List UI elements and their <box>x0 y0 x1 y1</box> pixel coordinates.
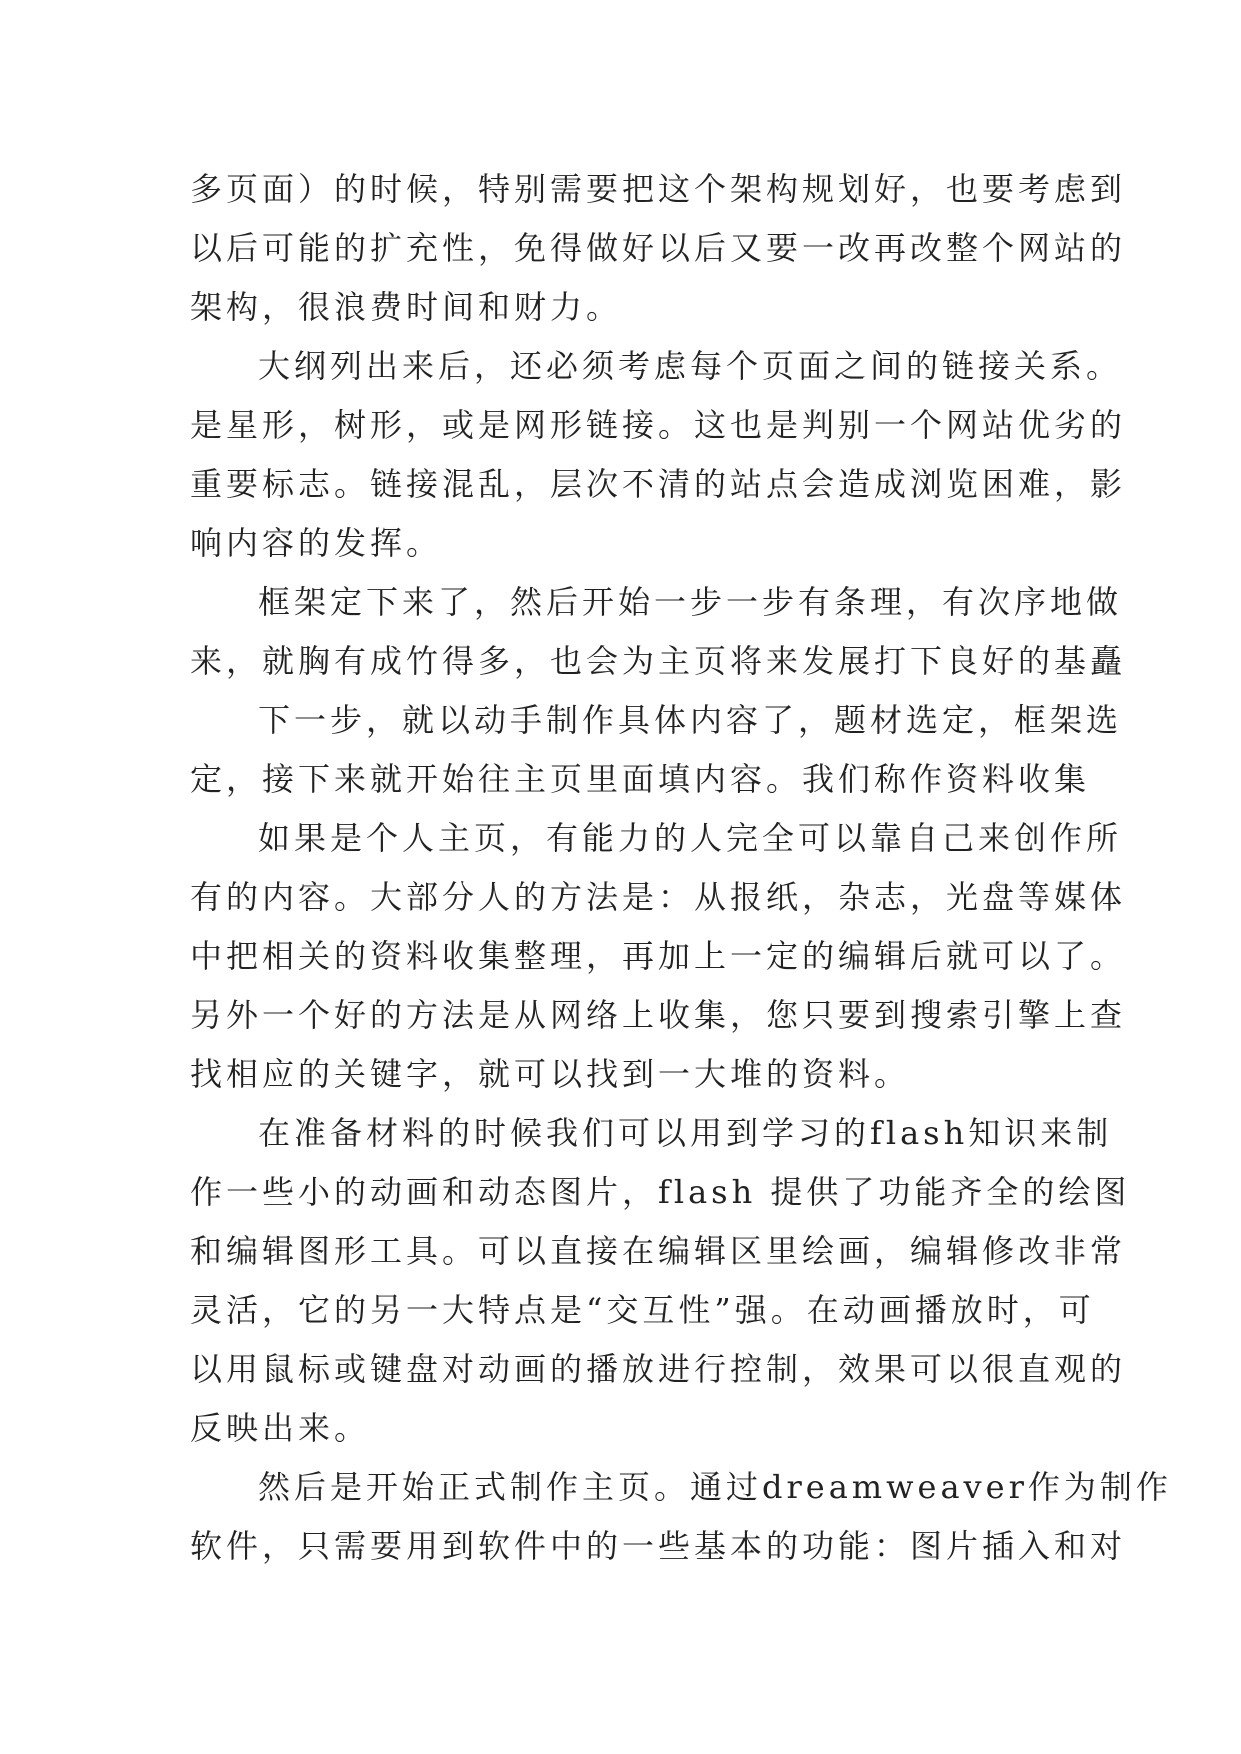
text-line: 作一些小的动画和动态图片，flash 提供了功能齐全的绘图 <box>190 1173 1131 1211</box>
text-line: 架构，很浪费时间和财力。 <box>190 288 623 326</box>
text-line: 软件，只需要用到软件中的一些基本的功能：图片插入和对 <box>190 1527 1127 1565</box>
paragraph <box>190 691 1123 809</box>
text-line: 是星形，树形，或是网形链接。这也是判别一个网站优劣的 <box>190 406 1127 444</box>
text-line: 响内容的发挥。 <box>190 524 443 562</box>
paragraph <box>190 1458 1172 1576</box>
text-line: 多页面）的时候，特别需要把这个架构规划好，也要考虑到 <box>190 170 1127 208</box>
paragraph <box>190 1104 1131 1458</box>
text-line: 以后可能的扩充性，免得做好以后又要一改再改整个网站的 <box>190 229 1127 267</box>
paragraph <box>190 160 1127 337</box>
text-line: 有的内容。大部分人的方法是：从报纸，杂志，光盘等媒体 <box>190 878 1127 916</box>
paragraph <box>190 573 1127 691</box>
paragraph <box>190 809 1127 1104</box>
text-line: 和编辑图形工具。可以直接在编辑区里绘画，编辑修改非常 <box>190 1232 1127 1270</box>
text-line: 大纲列出来后，还必须考虑每个页面之间的链接关系。 <box>258 347 1123 385</box>
text-line: 灵活，它的另一大特点是“交互性”强。在动画播放时，可 <box>190 1291 1095 1329</box>
text-line: 找相应的关键字，就可以找到一大堆的资料。 <box>190 1055 911 1093</box>
text-line: 重要标志。链接混乱，层次不清的站点会造成浏览困难，影 <box>190 465 1127 503</box>
text-line: 定，接下来就开始往主页里面填内容。我们称作资料收集 <box>190 760 1091 798</box>
text-line: 以用鼠标或键盘对动画的播放进行控制，效果可以很直观的 <box>190 1350 1127 1388</box>
document-body <box>190 160 1172 1576</box>
text-line: 下一步，就以动手制作具体内容了，题材选定，框架选 <box>258 701 1123 739</box>
paragraph <box>190 337 1127 573</box>
text-line: 来，就胸有成竹得多，也会为主页将来发展打下良好的基矗 <box>190 642 1127 680</box>
text-line: 然后是开始正式制作主页。通过dreamweaver作为制作 <box>258 1468 1172 1506</box>
text-line: 框架定下来了，然后开始一步一步有条理，有次序地做 <box>258 583 1123 621</box>
text-line: 反映出来。 <box>190 1409 371 1447</box>
text-line: 如果是个人主页，有能力的人完全可以靠自己来创作所 <box>258 819 1123 857</box>
text-line: 中把相关的资料收集整理，再加上一定的编辑后就可以了。 <box>190 937 1127 975</box>
text-line: 在准备材料的时候我们可以用到学习的flash知识来制 <box>258 1114 1113 1152</box>
text-line: 另外一个好的方法是从网络上收集，您只要到搜索引擎上查 <box>190 996 1127 1034</box>
